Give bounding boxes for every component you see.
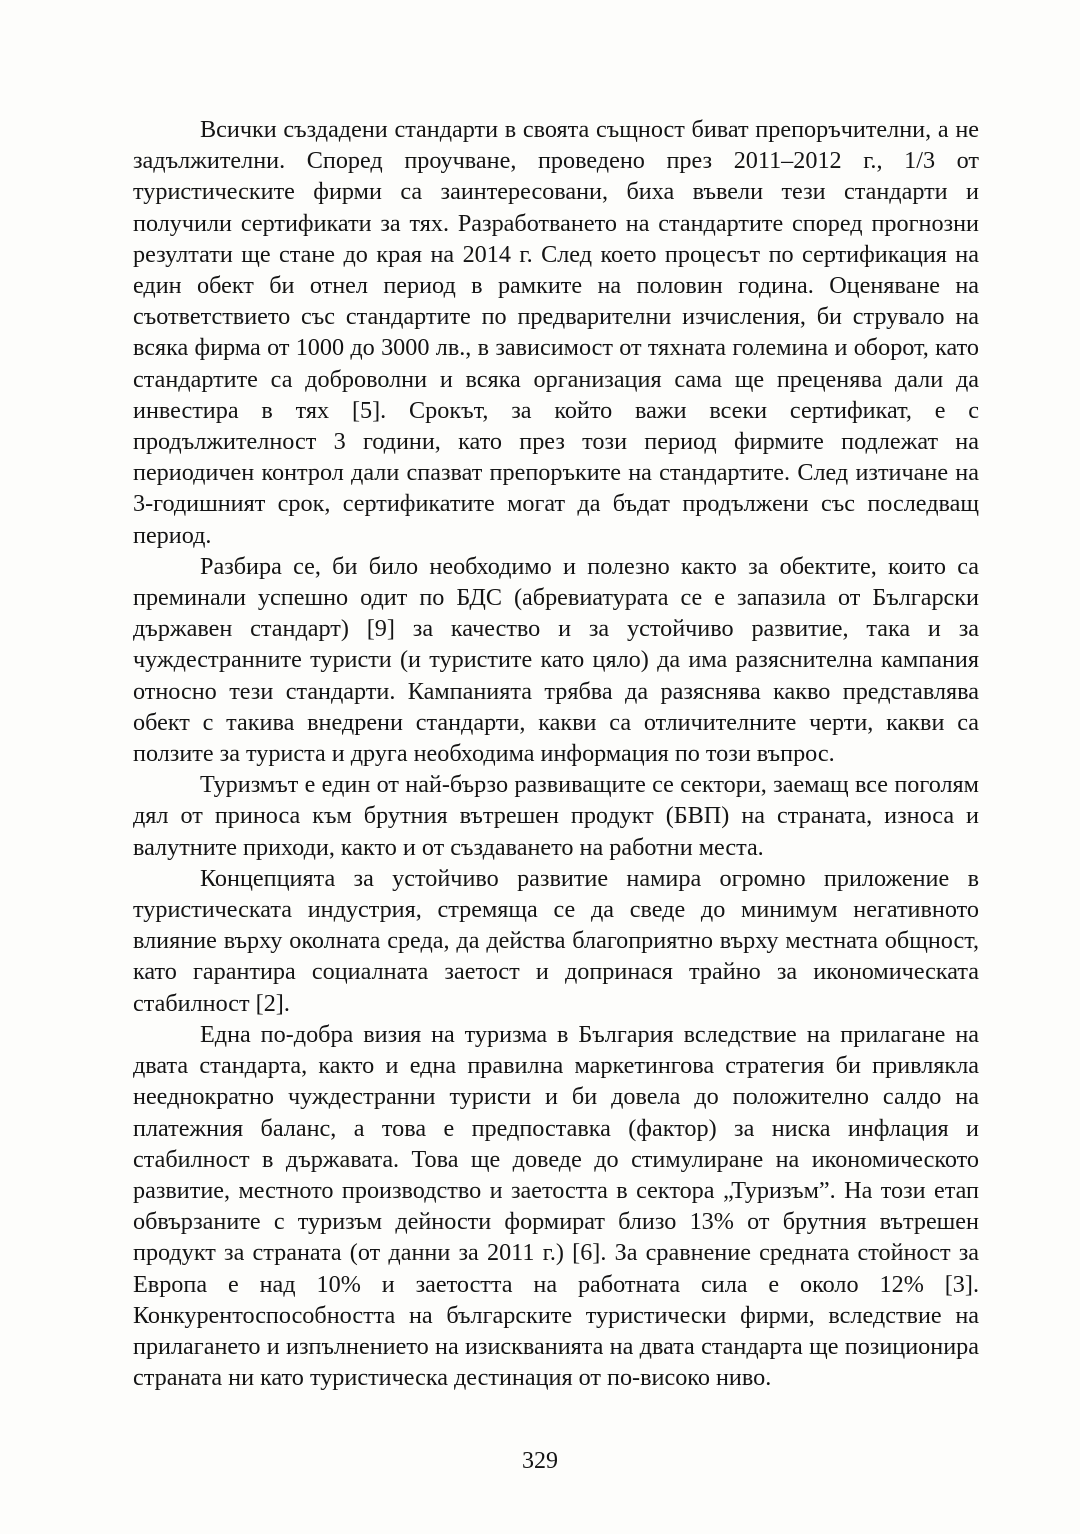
paragraph-tourism-vision: Една по-добра визия на туризма в България вследствие на прилагане на двата стандарта, както и една правилна маркетингова стратегия би привлякла нееднократно чуждестранни туристи и би довела до положително салдо на платежния баланс, а това е предпоставка (фактор) за ниска инфлация и стабилност в държавата. Това ще доведе до стимулиране на икономическото развитие, местното производство и заетостта в сектора „Туризъм”. На този етап обвързаните с туризъм дейности формират близо 13% от брутния вътрешен продукт за страната (от данни за 2011 г.) [6]. За сравнение средната стойност за Европа е над 10% и заетостта на работната сила е около 12% [3]. Конкурентоспособността на българските туристически фирми, вследствие на прилагането и изпълнението на изискванията на двата стандарта ще позиционира страната ни като туристическа дестинация от по-високо ниво. — [133, 1020, 979, 1392]
paragraph-awareness-campaign: Разбира се, би било необходимо и полезно както за обектите, които са преминали успешно одит по БДС (абревиатурата се е запазила от Български държавен стандарт) [9] за качество и за устойчиво развитие, така и за чуждестранните туристи (и туристите като цяло) да има разяснителна кампания относно тези стандарти. Кампанията трябва да разяснява какво представлява обект с такива внедрени стандарти, какви са отличителните черти, какви са ползите за туриста и друга необходима информация по този въпрос. — [133, 552, 979, 768]
paragraph-certification-standards: Всички създадени стандарти в своята същност биват препоръчителни, а не задължителни. Според проучване, проведено през 2011–2012 г., 1/3 от туристическите фирми са заинтересовани, биха въвели тези стандарти и получили сертификати за тях. Разработването на стандартите според прогнозни резултати ще стане до края на 2014 г. След което процесът по сертификация на един обект би отнел период в рамките на половин година. Оценяване на съответствието със стандартите по предварителни изчисления, би струвало на всяка фирма от 1000 до 3000 лв., в зависимост от тяхната големина и оборот, като стандартите са доброволни и всяка организация сама ще преценява дали да инвестира в тях [5]. Срокът, за който важи всеки сертификат, е с продължителност 3 години, като през този период фирмите подлежат на периодичен контрол дали спазват препоръките на стандартите. След изтичане на 3-годишният срок, сертификатите могат да бъдат продължени със последващ период. — [133, 116, 979, 549]
page-number: 329 — [522, 1448, 558, 1474]
paragraph-sustainable-development: Концепцията за устойчиво развитие намира огромно приложение в туристическата индустрия, стремяща се да сведе до минимум негативното влияние върху околната среда, да действа благоприятно върху местната общност, като гарантира социалната заетост и допринася трайно за икономическата стабилност [2]. — [133, 864, 979, 1017]
paragraph-tourism-growth: Туризмът е един от най-бързо развиващите се сектори, заемащ все поголям дял от приноса към брутния вътрешен продукт (БВП) на страната, износа и валутните приходи, както и от създаването на работни места. — [133, 771, 979, 861]
body-text — [133, 114, 979, 1393]
